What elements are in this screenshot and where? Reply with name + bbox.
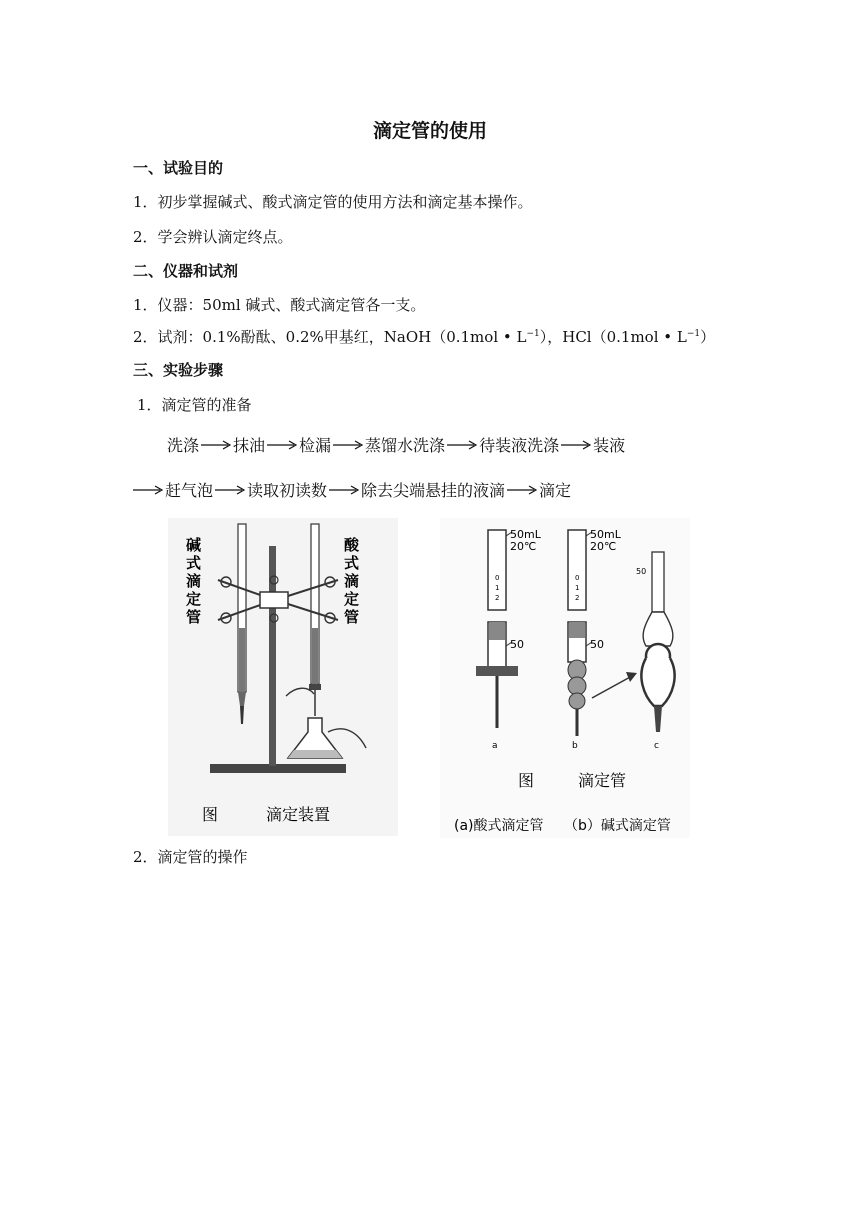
label-left-char: 式 bbox=[186, 554, 202, 572]
flow-step: 滴定 bbox=[539, 481, 572, 500]
burette-b-scale-top: 50mL bbox=[590, 528, 621, 541]
burette-b-mark-50: 50 bbox=[590, 638, 604, 651]
arrow-right-icon bbox=[201, 440, 231, 450]
label-left-char: 碱 bbox=[186, 536, 202, 554]
reagent-sup-2: −1 bbox=[686, 329, 701, 339]
step-1-heading: 1．滴定管的准备 bbox=[137, 396, 252, 414]
burette-a-scale-top: 50mL bbox=[510, 528, 541, 541]
burette-types-illustration bbox=[440, 518, 690, 838]
figure-right-caption-fig: 图 bbox=[518, 771, 535, 790]
objective-item-2: 2．学会辨认滴定终点。 bbox=[133, 228, 293, 246]
arrow-right-icon bbox=[329, 485, 359, 495]
section-heading-steps: 三、实验步骤 bbox=[133, 361, 224, 379]
figure-right-caption: 滴定管 bbox=[578, 771, 627, 790]
label-right-char: 管 bbox=[344, 608, 360, 626]
flow-step: 抹油 bbox=[233, 436, 266, 455]
label-left-char: 定 bbox=[186, 590, 202, 608]
burette-b-mark: 1 bbox=[575, 584, 580, 592]
label-right-char: 式 bbox=[344, 554, 360, 572]
instrument-item-1: 1．仪器：50ml 碱式、酸式滴定管各一支。 bbox=[133, 296, 426, 314]
section-heading-objectives: 一、试验目的 bbox=[133, 159, 224, 177]
figure-left-caption: 滴定装置 bbox=[266, 805, 331, 824]
burette-a-mark: 2 bbox=[495, 594, 500, 602]
sub-label-a: a bbox=[492, 741, 498, 751]
arrow-right-icon bbox=[447, 440, 477, 450]
arrow-right-icon bbox=[507, 485, 537, 495]
burette-a-temp: 20℃ bbox=[510, 540, 537, 553]
label-right-char: 滴 bbox=[344, 572, 360, 590]
flow-step: 检漏 bbox=[299, 436, 332, 455]
titration-stand-illustration bbox=[168, 518, 398, 836]
label-left-char: 滴 bbox=[186, 572, 202, 590]
flow-step: 蒸馏水洗涤 bbox=[365, 436, 446, 455]
figure-titration-apparatus bbox=[168, 518, 398, 836]
flow-step: 待装液洗涤 bbox=[479, 436, 560, 455]
flow-step: 洗涤 bbox=[167, 436, 200, 455]
arrow-right-icon bbox=[561, 440, 591, 450]
label-left-char: 管 bbox=[186, 608, 202, 626]
arrow-right-icon bbox=[267, 440, 297, 450]
flow-row-1 bbox=[167, 433, 625, 456]
burette-b-mark: 0 bbox=[575, 574, 580, 582]
burette-a-mark-50: 50 bbox=[510, 638, 524, 651]
burette-b-temp: 20℃ bbox=[590, 540, 617, 553]
page-title: 滴定管的使用 bbox=[372, 120, 487, 142]
arrow-right-icon bbox=[133, 485, 163, 495]
burette-a-mark: 0 bbox=[495, 574, 500, 582]
reagent-text-c: ） bbox=[700, 328, 716, 346]
burette-c-mark-50: 50 bbox=[636, 567, 647, 576]
objective-item-1: 1．初步掌握碱式、酸式滴定管的使用方法和滴定基本操作。 bbox=[133, 193, 533, 211]
step-2-heading: 2．滴定管的操作 bbox=[133, 848, 248, 866]
reagent-text-b: ），HCl（0.1mol • L bbox=[539, 328, 687, 346]
label-right-char: 定 bbox=[344, 590, 360, 608]
reagent-text-a: 2．试剂：0.1%酚酞、0.2%甲基红，NaOH（0.1mol • L bbox=[133, 328, 527, 346]
flow-step: 读取初读数 bbox=[247, 481, 328, 500]
figure-right-subcaption-a: (a)酸式滴定管 bbox=[454, 818, 544, 834]
flow-step: 除去尖端悬挂的液滴 bbox=[361, 481, 506, 500]
burette-b-mark: 2 bbox=[575, 594, 580, 602]
arrow-right-icon bbox=[333, 440, 363, 450]
figure-burettes bbox=[440, 518, 690, 838]
flow-row-2 bbox=[133, 478, 571, 501]
sub-label-b: b bbox=[572, 741, 578, 751]
flow-step: 赶气泡 bbox=[165, 481, 214, 500]
burette-a-mark: 1 bbox=[495, 584, 500, 592]
label-right-char: 酸 bbox=[344, 536, 360, 554]
figure-left-caption-fig: 图 bbox=[202, 805, 219, 824]
section-heading-instruments: 二、仪器和试剂 bbox=[133, 262, 239, 280]
reagent-item-2 bbox=[133, 326, 715, 347]
reagent-sup-1: −1 bbox=[526, 329, 540, 339]
flow-step: 装液 bbox=[593, 436, 626, 455]
sub-label-c: c bbox=[654, 741, 659, 751]
figure-right-subcaption-b: （b）碱式滴定管 bbox=[564, 818, 671, 834]
arrow-right-icon bbox=[215, 485, 245, 495]
